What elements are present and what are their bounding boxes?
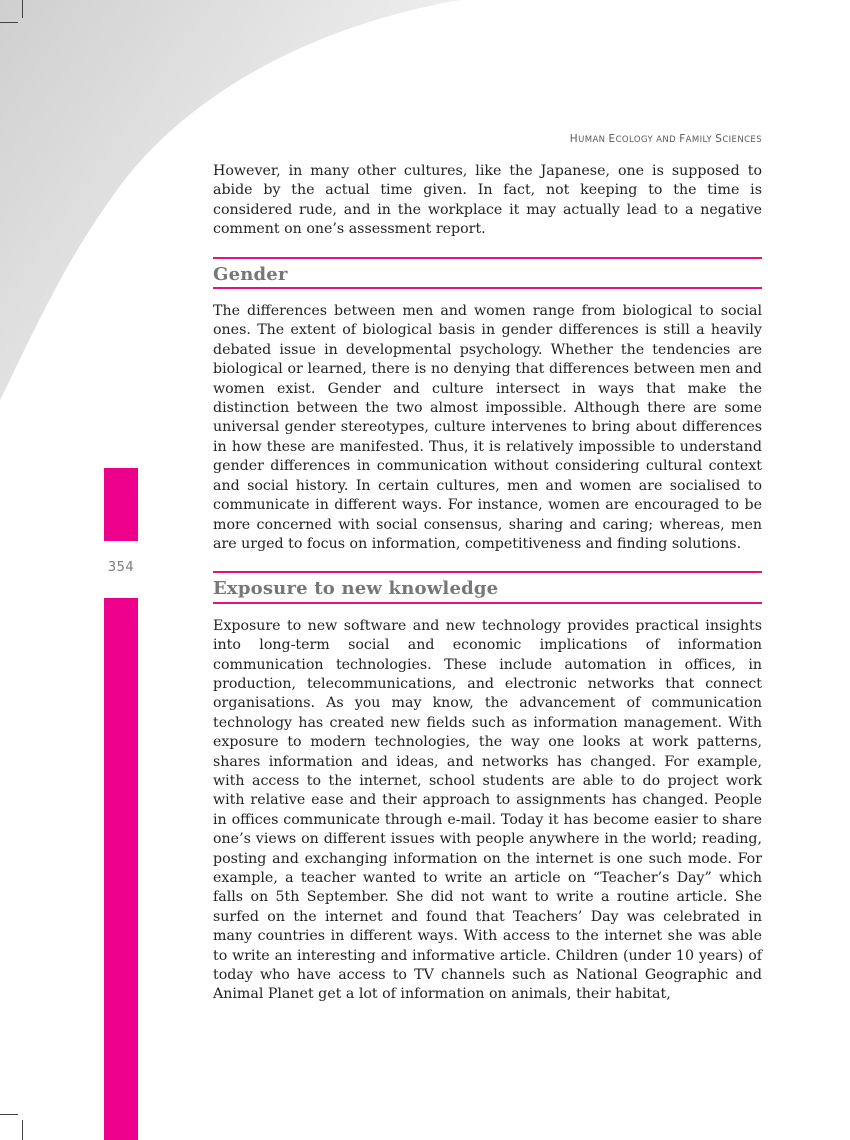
crop-mark-bottom-h: [0, 1114, 18, 1115]
gender-paragraph: The differences between men and women range from biological to social ones. The extent of biological basis in gender differences is still a heavily debated issue in developmental psychology. Whether the tendencies are biological or learned, there is no denying that differences between men and women exist. Gender and culture intersect in ways that make the distinction between the two almost impossible. Although there are some universal gender stereotypes, culture intervenes to bring about differences in how these are manifested. Thus, it is relatively impossible to understand gender differences in communication without considering cultural context and social history. In certain cultures, men and women are socialised to communicate in different ways. For instance, women are encouraged to be more concerned with social consensus, sharing and caring; whereas, men are urged to focus on information, competitiveness and finding solutions.: [213, 303, 762, 552]
intro-paragraph: However, in many other cultures, like the Japanese, one is supposed to abide by the actual time given. In fact, not keeping to the time is considered rude, and in the workplace it may actually lead to a negative comment on one’s assessment report.: [213, 163, 762, 238]
header-letter: H: [569, 133, 579, 145]
header-letter: F: [679, 133, 686, 145]
crop-mark-top-v: [22, 0, 23, 18]
text-column: [213, 162, 762, 1005]
running-header: [570, 133, 762, 145]
section-heading-exposure: Exposure to new knowledge: [213, 571, 762, 603]
exposure-paragraph: Exposure to new software and new technology provides practical insights into long-term social and economic implications of information communication technologies. These include automation in offices, in production, telecommunications, and electronic networks that connect organisations. As you may know, the advancement of communication technology has created new fields such as information management. With exposure to modern technologies, the way one looks at work patterns, shares information and ideas, and networks has changed. For example, with access to the internet, school students are able to do project work with relative ease and their approach to assignments has changed. People in offices communicate through e-mail. Today it has become easier to share one’s views on different issues with people anywhere in the world; reading, posting and exchanging information on the internet is one such mode. For example, a teacher wanted to write an article on “Teacher’s Day” which falls on 5th September. She did not want to write a routine article. She surfed on the internet and found that Teachers’ Day was celebrated in many countries in different ways. With access to the internet she was able to write an interesting and informative article. Children (under 10 years) of today who have access to TV channels such as National Geographic and Animal Planet get a lot of information on animals, their habitat,: [213, 617, 762, 1003]
side-bar-lower: [104, 598, 138, 1140]
side-bar-upper: [104, 468, 138, 541]
header-part: COLOGY AND: [615, 135, 680, 145]
page-number: 354: [107, 560, 135, 575]
header-part: UMAN: [578, 135, 609, 145]
crop-mark-bottom-v: [22, 1120, 23, 1140]
header-letter: E: [608, 133, 616, 145]
crop-mark-top-h: [0, 22, 18, 23]
header-part: CIENCES: [722, 135, 762, 145]
header-letter: S: [715, 133, 723, 145]
header-part: AMILY: [685, 135, 716, 145]
section-heading-gender: Gender: [213, 257, 762, 289]
